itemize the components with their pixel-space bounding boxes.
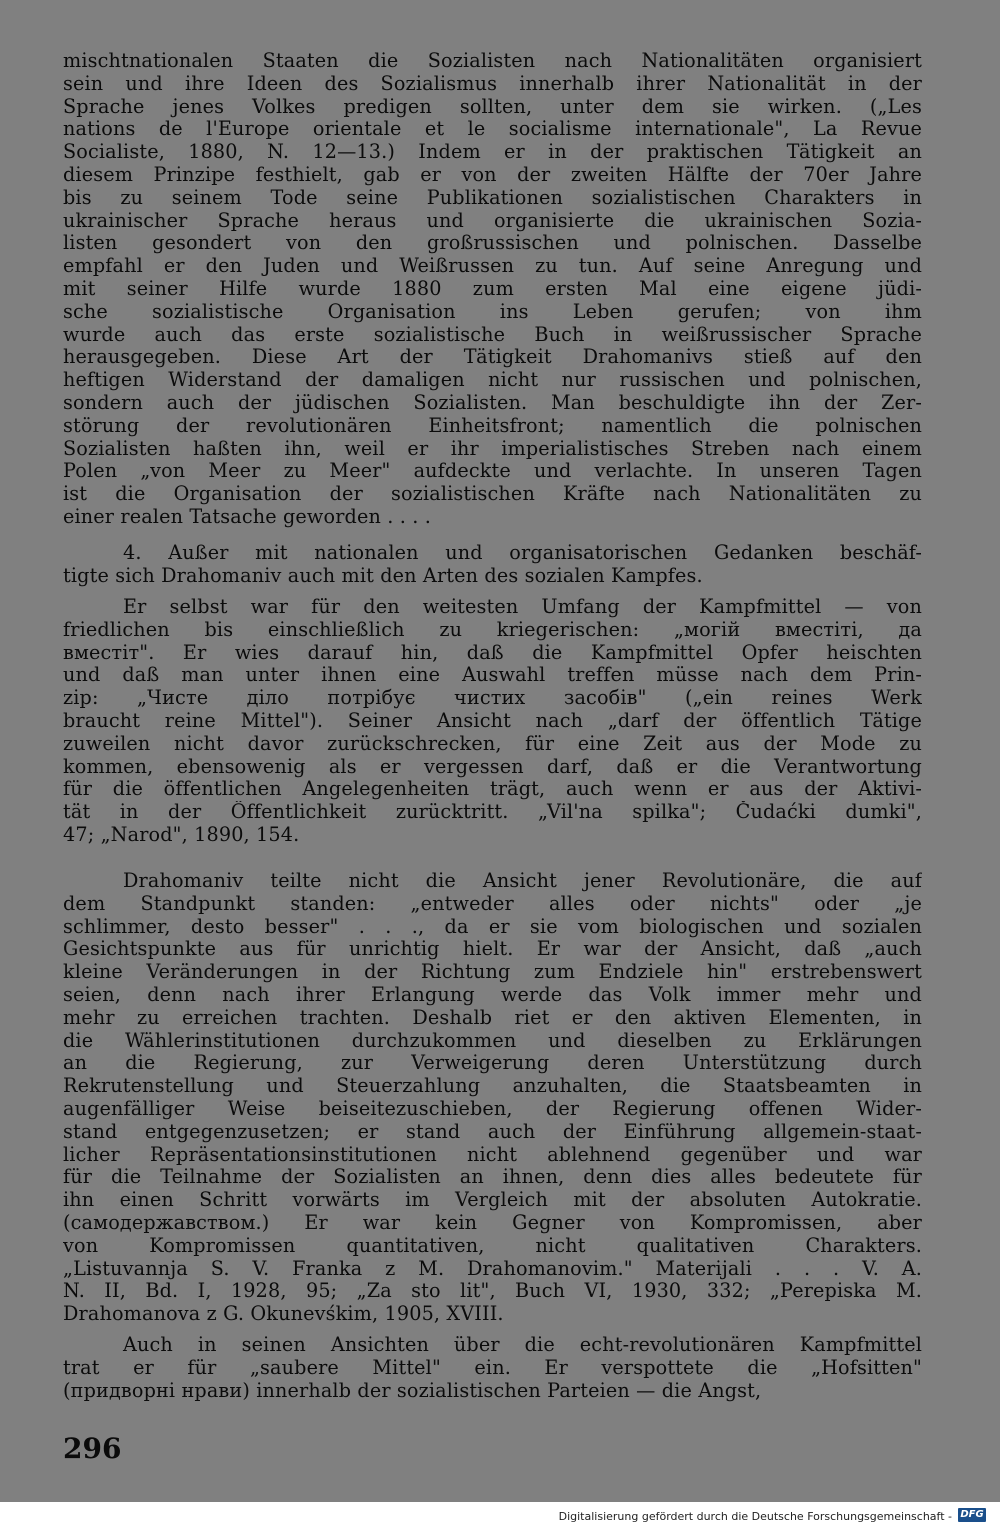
text-line: 47; „Narod", 1890, 154. [63, 823, 300, 846]
text-line: Drahomanova z G. Okunevśkim, 1905, XVIII. [63, 1303, 504, 1326]
text-line: dem Standpunkt standen: „entweder alles oder nichts" oder „je [63, 892, 922, 915]
text-line: die Wählerinstitutionen durchzukommen und dieselben zu Erklärungen [63, 1029, 922, 1052]
dfg-logo-icon: DFG [958, 1508, 986, 1522]
text-line: störung der revolutionären Einheitsfront; namentlich die polnischen [63, 414, 922, 437]
text-line: Er selbst war für den weitesten Umfang der Kampfmittel — von [123, 596, 922, 618]
text-line: listen gesondert von den großrussischen und polnischen. Dasselbe [63, 232, 922, 255]
paragraph-5 [63, 1334, 922, 1402]
text-line: Socialiste, 1880, N. 12—13.) Indem er in der praktischen Tätigkeit an [63, 141, 922, 164]
text-line: tät in der Öffentlichkeit zurücktritt. „Vil'na spilka"; Čudaćki dumki", [63, 801, 922, 824]
text-line: heftigen Widerstand der damaligen nicht nur russischen und polnischen, [63, 369, 922, 392]
text-line: Auch in seinen Ansichten über die echt-revolutionären Kampfmittel [123, 1334, 922, 1356]
text-line: herausgegeben. Diese Art der Tätigkeit Drahomanivs stieß auf den [63, 346, 922, 369]
text-line: вместіт". Er wies darauf hin, daß die Kampfmittel Opfer heischten [63, 641, 922, 664]
text-line: an die Regierung, zur Verweigerung deren Unterstützung durch [63, 1052, 922, 1075]
text-line: friedlichen bis einschließlich zu kriegerischen: „могій вместіті, да [63, 618, 922, 641]
paragraph-2 [63, 542, 922, 588]
text-line: augenfälliger Weise beiseitezuschieben, der Regierung offenen Wider- [63, 1097, 922, 1120]
page-number: 296 [63, 1432, 122, 1465]
text-line: (самодержавством.) Er war kein Gegner von Kompromissen, aber [63, 1211, 922, 1234]
text-line: braucht reine Mittel"). Seiner Ansicht nach „darf der öffentlich Tätige [63, 709, 922, 732]
paragraph-1 [63, 50, 922, 529]
text-line: ist die Organisation der sozialistischen Kräfte nach Nationalitäten zu [63, 483, 922, 506]
text-line: trat er für „saubere Mittel" ein. Er verspottete die „Hofsitten" [63, 1356, 922, 1379]
text-line: licher Repräsentationsinstitutionen nicht ablehnend gegenüber und war [63, 1143, 922, 1166]
footer-bar [0, 1502, 1000, 1528]
text-line: sche sozialistische Organisation ins Leben gerufen; von ihm [63, 300, 922, 323]
text-line: „Listuvannja S. V. Franka z M. Drahomanovim." Materijali . . . V. A. [63, 1257, 922, 1280]
text-line: N. II, Bd. I, 1928, 95; „Za sto lit", Buch VI, 1930, 332; „Perepiska M. [63, 1280, 922, 1303]
text-line: tigte sich Drahomaniv auch mit den Arten des sozialen Kampfes. [63, 564, 703, 587]
text-line: von Kompromissen quantitativen, nicht qualitativen Charakters. [63, 1234, 922, 1257]
text-line: kommen, ebensowenig als er vergessen darf, daß er die Verantwortung [63, 755, 922, 778]
paragraph-4 [63, 870, 922, 1326]
text-line: Polen „von Meer zu Meer" aufdeckte und verlachte. In unseren Tagen [63, 460, 922, 483]
text-line: 4. Außer mit nationalen und organisatorischen Gedanken beschäf- [123, 542, 922, 564]
text-line: Sozialisten haßten ihn, weil er ihr imperialistisches Streben nach einem [63, 437, 922, 460]
text-line: stand entgegenzusetzen; er stand auch der Einführung allgemein-staat- [63, 1120, 922, 1143]
text-line: sein und ihre Ideen des Sozialismus innerhalb ihrer Nationalität in der [63, 72, 922, 95]
text-line: einer realen Tatsache geworden . . . . [63, 505, 431, 528]
text-line: wurde auch das erste sozialistische Buch in weißrussischer Sprache [63, 323, 922, 346]
text-line: und daß man unter ihnen eine Auswahl treffen müsse nach dem Prin- [63, 664, 922, 687]
text-line: schlimmer, desto besser" . . ., da er sie vom biologischen und sozialen [63, 915, 922, 938]
text-line: Sprache jenes Volkes predigen sollten, unter dem sie wirken. („Les [63, 95, 922, 118]
text-line: diesem Prinzipe festhielt, gab er von der zweiten Hälfte der 70er Jahre [63, 163, 922, 186]
text-line: für die Teilnahme der Sozialisten an ihnen, denn dies alles bedeutete für [63, 1166, 922, 1189]
text-line: empfahl er den Juden und Weißrussen zu tun. Auf seine Anregung und [63, 255, 922, 278]
text-line: nations de l'Europe orientale et le socialisme internationale", La Revue [63, 118, 922, 141]
paragraph-3 [63, 596, 922, 847]
text-line: ukrainischer Sprache heraus und organisierte die ukrainischen Sozia- [63, 209, 922, 232]
footer-credit: Digitalisierung gefördert durch die Deutsche Forschungsgemeinschaft - [558, 1510, 952, 1523]
text-line: bis zu seinem Tode seine Publikationen sozialistischen Charakters in [63, 186, 922, 209]
text-line: Gesichtspunkte aus für unrichtig hielt. Er war der Ansicht, daß „auch [63, 938, 922, 961]
text-line: (придворні нрави) innerhalb der sozialistischen Parteien — die Angst, [63, 1379, 762, 1402]
text-line: ihn einen Schritt vorwärts im Vergleich mit der absoluten Autokratie. [63, 1189, 922, 1212]
text-line: Rekrutenstellung und Steuerzahlung anzuhalten, die Staatsbeamten in [63, 1075, 922, 1098]
text-line: kleine Veränderungen in der Richtung zum Endziele hin" erstrebenswert [63, 961, 922, 984]
text-line: zip: „Чисте діло потрібує чистих засобів" („ein reines Werk [63, 687, 922, 710]
text-line: mehr zu erreichen trachten. Deshalb riet er den aktiven Elementen, in [63, 1006, 922, 1029]
text-line: zuweilen nicht davor zurückschrecken, für eine Zeit aus der Mode zu [63, 732, 922, 755]
text-line: sondern auch der jüdischen Sozialisten. Man beschuldigte ihn der Zer- [63, 391, 922, 414]
text-line: für die öffentlichen Angelegenheiten trägt, auch wenn er aus der Aktivi- [63, 778, 922, 801]
text-line: mit seiner Hilfe wurde 1880 zum ersten Mal eine eigene jüdi- [63, 277, 922, 300]
text-line: mischtnationalen Staaten die Sozialisten nach Nationalitäten organisiert [63, 50, 922, 72]
text-line: seien, denn nach ihrer Erlangung werde das Volk immer mehr und [63, 983, 922, 1006]
text-line: Drahomaniv teilte nicht die Ansicht jener Revolutionäre, die auf [123, 870, 922, 892]
